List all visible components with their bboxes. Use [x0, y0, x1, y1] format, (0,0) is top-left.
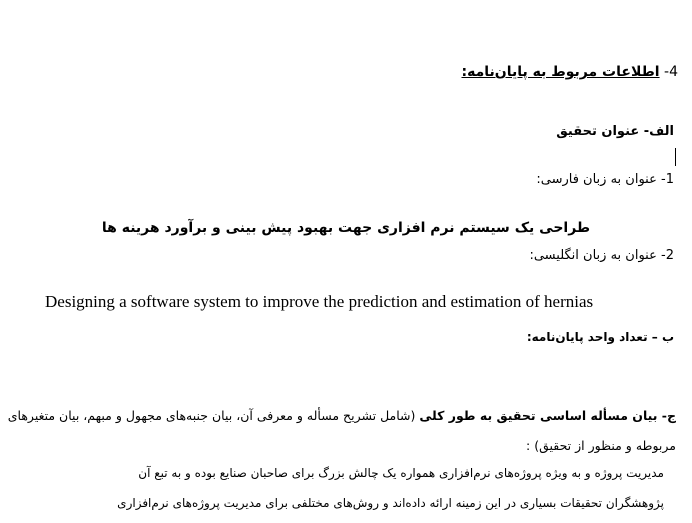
- part-alef-heading: الف- عنوان تحقیق: [556, 124, 674, 139]
- english-title-label-text: عنوان به زبان انگلیسی:: [529, 248, 657, 263]
- persian-title-label: [536, 172, 674, 187]
- paragraph-line-2: پژوهشگران تحقیقات بسیاری در این زمینه ارائه داده‌اند و روش‌های مختلفی برای مدیریت پروژه‌های نرم‌افزاری: [117, 496, 664, 510]
- english-title-number: 2-: [661, 248, 674, 263]
- section-label: اطلاعات مربوط به پایان‌نامه:: [461, 64, 660, 80]
- paragraph-line-1: مدیریت پروژه و به ویژه پروژه‌های نرم‌افزاری همواره یک چالش بزرگ برای صاحبان صنایع بوده و به تبع آن: [138, 466, 664, 480]
- part-jim-line-1: [8, 408, 676, 423]
- persian-title-label-text: عنوان به زبان فارسی:: [536, 172, 657, 187]
- text-cursor: [675, 148, 676, 166]
- part-jim-line-2: مربوطه و منظور از تحقیق) :: [526, 438, 676, 453]
- persian-title-value: طراحی یک سیستم نرم افزاری جهت بهبود پیش بینی و برآورد هرینه ها: [101, 220, 591, 236]
- section-number: 4-: [664, 64, 678, 80]
- persian-title-number: 1-: [661, 172, 674, 187]
- english-title-label: [529, 248, 674, 263]
- part-jim-description: (شامل تشریح مسأله و معرفی آن، بیان جنبه‌های مجهول و مبهم، بیان متغیرهای: [7, 408, 416, 423]
- section-4-heading: [461, 64, 678, 80]
- english-title-value: Designing a software system to improve the prediction and estimation of hernias: [45, 292, 594, 311]
- part-jim-heading: ج- بیان مسأله اساسی تحقیق به طور کلی: [419, 408, 676, 423]
- part-be-heading: ب – تعداد واحد پایان‌نامه:: [526, 330, 674, 344]
